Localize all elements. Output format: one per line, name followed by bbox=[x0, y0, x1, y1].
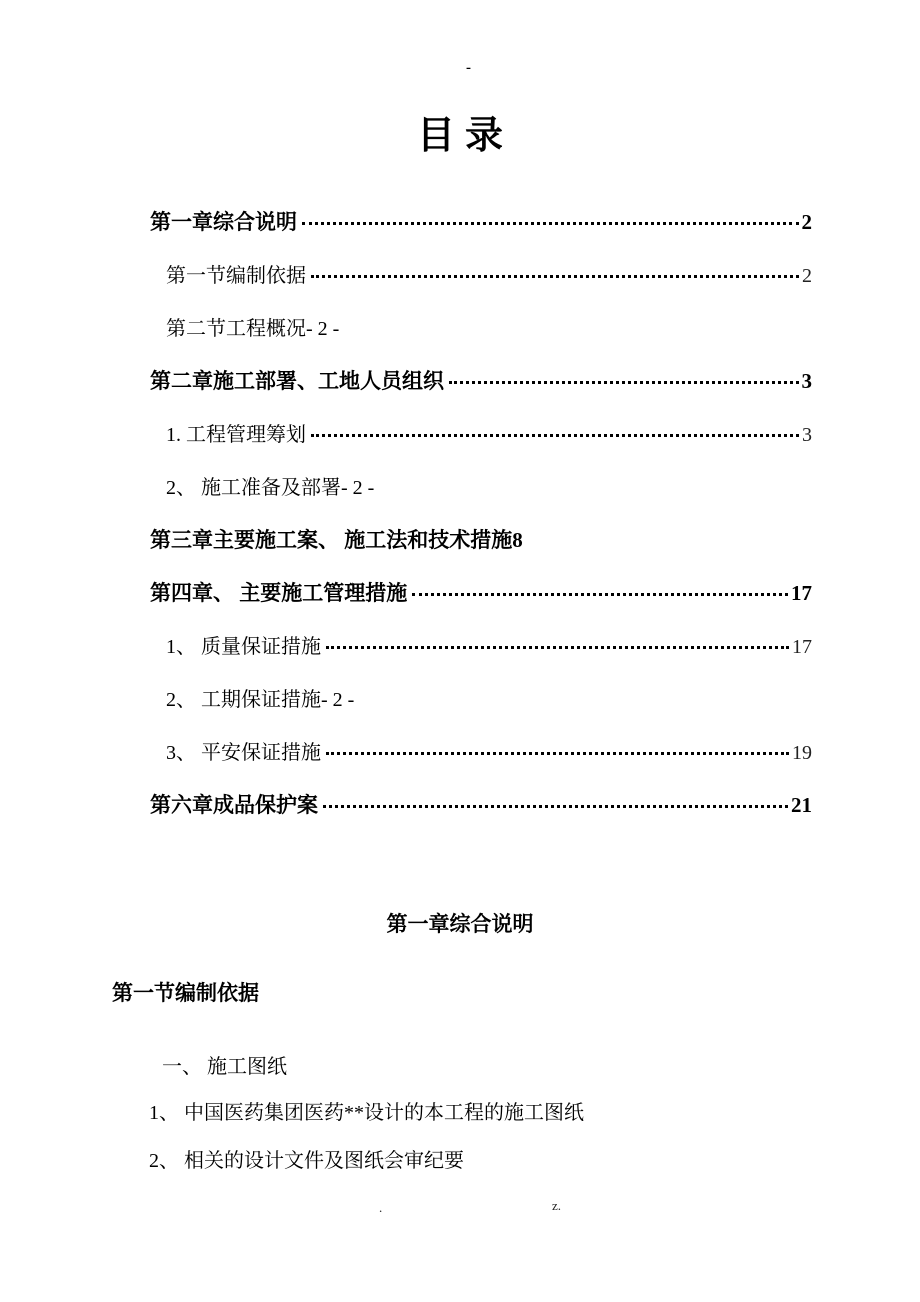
toc-entry[interactable] bbox=[150, 312, 812, 365]
footer-right-mark: z. bbox=[552, 1198, 562, 1213]
toc-entry-label: 第一章综合说明 bbox=[150, 210, 297, 234]
toc-entry[interactable] bbox=[150, 736, 812, 789]
toc-entry[interactable] bbox=[150, 365, 812, 418]
chapter-heading: 第一章综合说明 bbox=[386, 912, 534, 936]
toc-dot-leader bbox=[302, 222, 799, 225]
toc-entry-label: 第四章、 主要施工管理措施 bbox=[150, 581, 408, 605]
toc-page-number: 17 bbox=[792, 636, 812, 658]
toc-entry-label: 3、 平安保证措施 bbox=[166, 742, 321, 764]
toc-dot-leader bbox=[323, 805, 788, 808]
toc-entry-label: 2、 工期保证措施- 2 - bbox=[166, 689, 355, 711]
toc-page-number: 3 bbox=[801, 369, 812, 393]
toc-dot-leader bbox=[326, 752, 789, 755]
toc-page-number: 19 bbox=[792, 742, 812, 764]
toc-entry-label: 1、 质量保证措施 bbox=[166, 636, 321, 658]
toc-title: 目录 bbox=[416, 115, 513, 157]
toc-entry-label: 1. 工程管理筹划 bbox=[166, 424, 306, 446]
toc-entry[interactable] bbox=[150, 577, 812, 630]
toc-entry[interactable] bbox=[150, 471, 812, 524]
footer-left-mark: . bbox=[379, 1200, 383, 1215]
toc-dot-leader bbox=[326, 646, 789, 649]
toc-entry[interactable] bbox=[150, 789, 812, 842]
top-dash-mark: - bbox=[466, 60, 471, 76]
toc-entry-label: 2、 施工准备及部署- 2 - bbox=[166, 477, 375, 499]
toc-entry-label: 第一节编制依据 bbox=[166, 265, 306, 287]
body-paragraph: 2、 相关的设计文件及图纸会审纪要 bbox=[149, 1150, 464, 1172]
body-paragraph: 一、 施工图纸 bbox=[162, 1056, 287, 1078]
toc-entry-label: 第二章施工部署、工地人员组织 bbox=[150, 369, 444, 393]
toc-dot-leader bbox=[449, 381, 799, 384]
toc-entry-label: 第六章成品保护案 bbox=[150, 793, 318, 817]
toc-entry[interactable] bbox=[150, 524, 812, 577]
table-of-contents bbox=[150, 206, 812, 842]
toc-page-number: 17 bbox=[791, 581, 812, 605]
toc-dot-leader bbox=[412, 593, 788, 596]
toc-page-number: 2 bbox=[801, 210, 812, 234]
toc-entry-label: 第二节工程概况- 2 - bbox=[166, 318, 340, 340]
toc-page-number: 3 bbox=[802, 424, 812, 446]
toc-dot-leader bbox=[311, 434, 799, 437]
toc-page-number: 2 bbox=[802, 265, 812, 287]
toc-entry[interactable] bbox=[150, 206, 812, 259]
toc-entry[interactable] bbox=[150, 418, 812, 471]
toc-page-number: 21 bbox=[791, 793, 812, 817]
section-heading: 第一节编制依据 bbox=[112, 981, 259, 1005]
toc-entry[interactable] bbox=[150, 683, 812, 736]
toc-dot-leader bbox=[311, 275, 799, 278]
toc-entry[interactable] bbox=[150, 630, 812, 683]
toc-entry-label: 第三章主要施工案、 施工法和技术措施8 bbox=[150, 528, 523, 552]
body-paragraph: 1、 中国医药集团医药**设计的本工程的施工图纸 bbox=[149, 1102, 584, 1124]
toc-entry[interactable] bbox=[150, 259, 812, 312]
